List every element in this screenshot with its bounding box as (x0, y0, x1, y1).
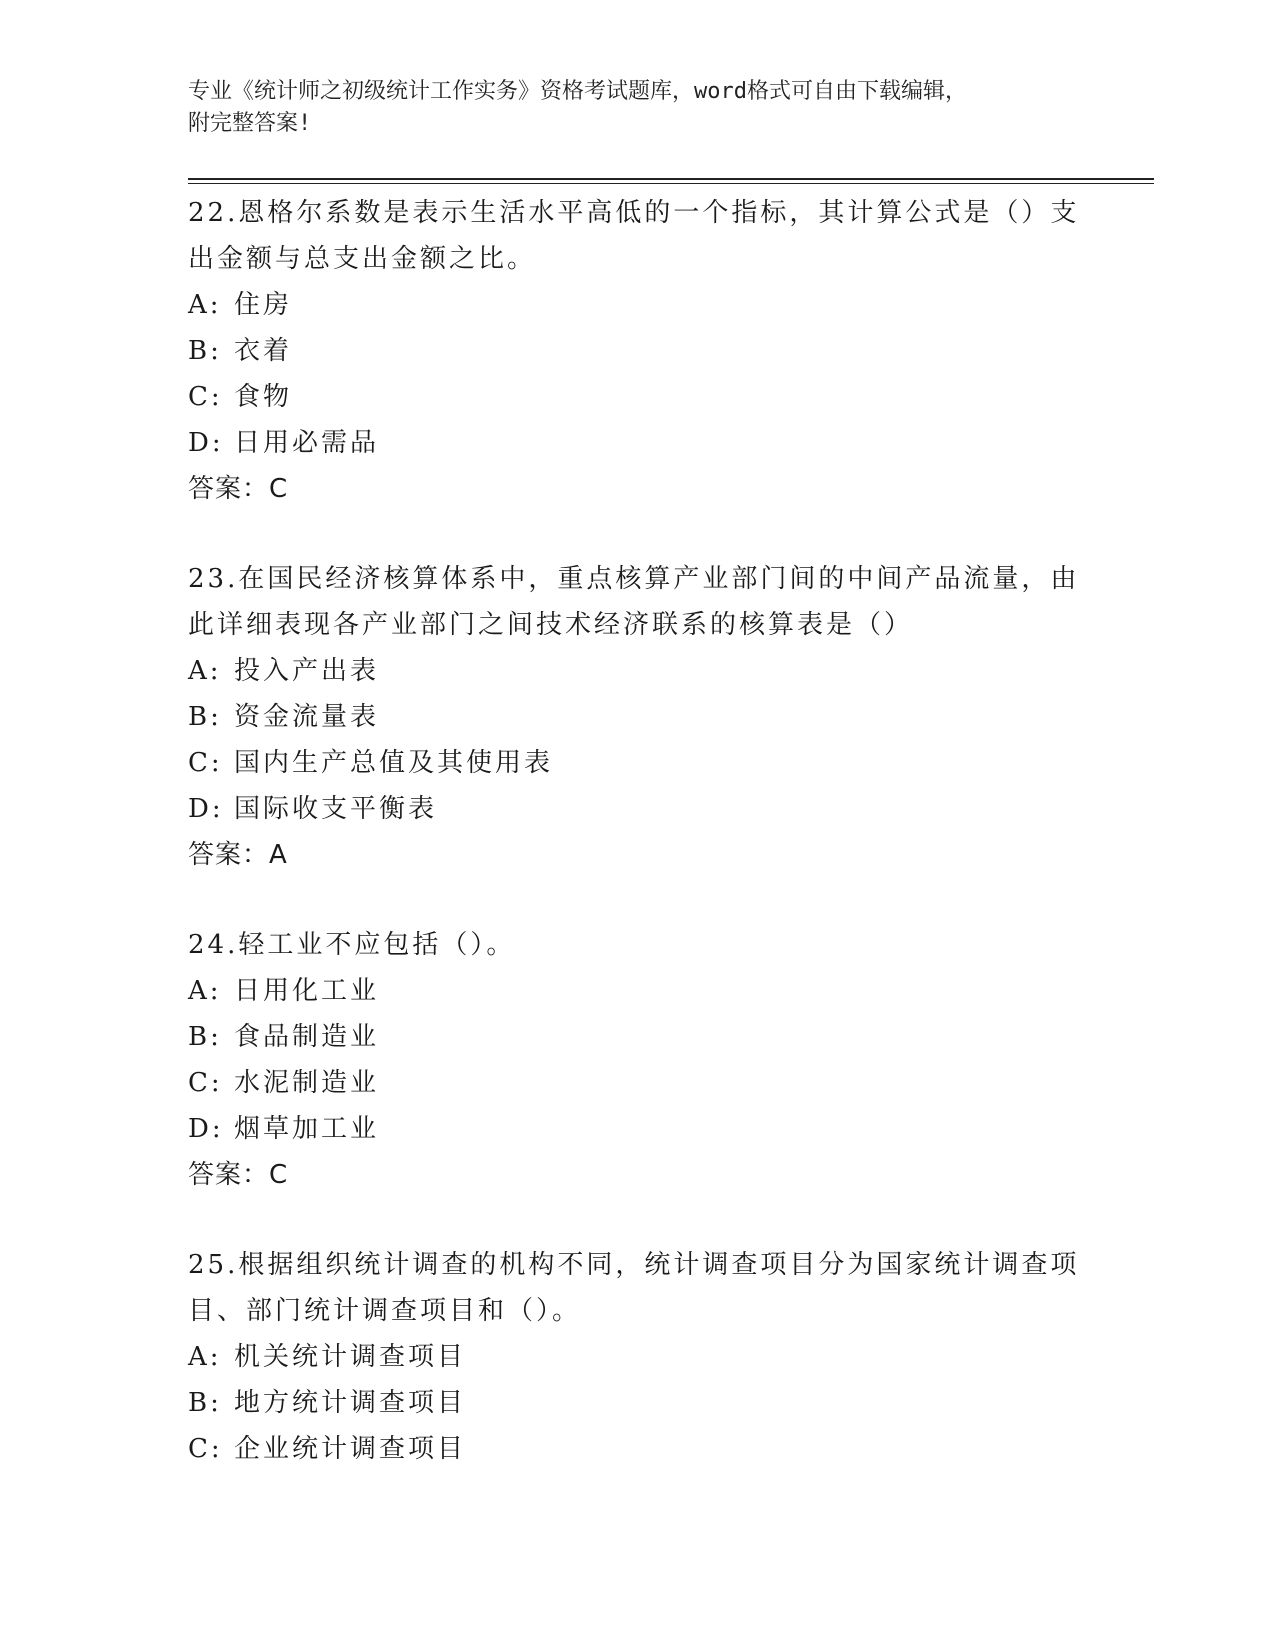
question-stem: 25.根据组织统计调查的机构不同，统计调查项目分为国家统计调查项目、部门统计调查项目和（）。 (188, 1250, 1080, 1326)
question-stem: 24.轻工业不应包括（）。 (188, 930, 516, 960)
question-22 (188, 190, 1088, 512)
document-header (188, 76, 1088, 140)
option-c (188, 1060, 1088, 1106)
option-c (188, 740, 1088, 786)
option-d (188, 786, 1088, 832)
option-d (188, 1106, 1088, 1152)
option-a (188, 648, 1088, 694)
option-text: 国内生产总值及其使用表 (234, 748, 554, 778)
option-c (188, 374, 1088, 420)
answer-line: 答案：C (188, 1160, 289, 1190)
option-letter: D: (188, 794, 224, 824)
option-text: 日用化工业 (234, 976, 380, 1006)
option-text: 资金流量表 (234, 702, 380, 732)
option-b (188, 328, 1088, 374)
option-text: 衣着 (234, 336, 293, 366)
option-c (188, 1426, 1088, 1472)
option-b (188, 694, 1088, 740)
header-divider-thin (188, 183, 1154, 184)
option-text: 国际收支平衡表 (234, 794, 438, 824)
option-a (188, 282, 1088, 328)
option-letter: C: (188, 748, 223, 778)
header-line-1: 专业《统计师之初级统计工作实务》资格考试题库，word格式可自由下载编辑， (188, 79, 967, 104)
answer-line: 答案：A (188, 840, 288, 870)
option-a (188, 1334, 1088, 1380)
question-list (188, 190, 1088, 1516)
option-letter: B: (188, 1388, 222, 1418)
option-text: 烟草加工业 (234, 1114, 380, 1144)
option-text: 地方统计调查项目 (234, 1388, 467, 1418)
option-text: 日用必需品 (234, 428, 380, 458)
option-text: 住房 (234, 290, 293, 320)
option-letter: A: (188, 1342, 222, 1372)
question-25 (188, 1242, 1088, 1472)
question-stem: 22.恩格尔系数是表示生活水平高低的一个指标，其计算公式是（）支出金额与总支出金额之比。 (188, 198, 1080, 274)
option-letter: A: (188, 290, 222, 320)
option-letter: B: (188, 1022, 222, 1052)
question-24 (188, 922, 1088, 1198)
option-d (188, 420, 1088, 466)
option-letter: C: (188, 1434, 223, 1464)
option-text: 水泥制造业 (234, 1068, 380, 1098)
option-a (188, 968, 1088, 1014)
option-letter: B: (188, 702, 222, 732)
answer-line: 答案：C (188, 474, 289, 504)
option-letter: A: (188, 656, 222, 686)
option-letter: C: (188, 382, 223, 412)
option-letter: A: (188, 976, 222, 1006)
header-divider-thick (188, 178, 1154, 180)
header-line-2: 附完整答案! (188, 111, 312, 136)
option-letter: C: (188, 1068, 223, 1098)
option-text: 食品制造业 (234, 1022, 380, 1052)
question-stem: 23.在国民经济核算体系中，重点核算产业部门间的中间产品流量，由此详细表现各产业部门之间技术经济联系的核算表是（） (188, 564, 1080, 640)
option-text: 企业统计调查项目 (234, 1434, 467, 1464)
option-text: 投入产出表 (234, 656, 380, 686)
option-text: 机关统计调查项目 (234, 1342, 467, 1372)
option-b (188, 1014, 1088, 1060)
option-letter: D: (188, 428, 224, 458)
option-b (188, 1380, 1088, 1426)
option-letter: D: (188, 1114, 224, 1144)
option-letter: B: (188, 336, 222, 366)
question-23 (188, 556, 1088, 878)
option-text: 食物 (234, 382, 293, 412)
